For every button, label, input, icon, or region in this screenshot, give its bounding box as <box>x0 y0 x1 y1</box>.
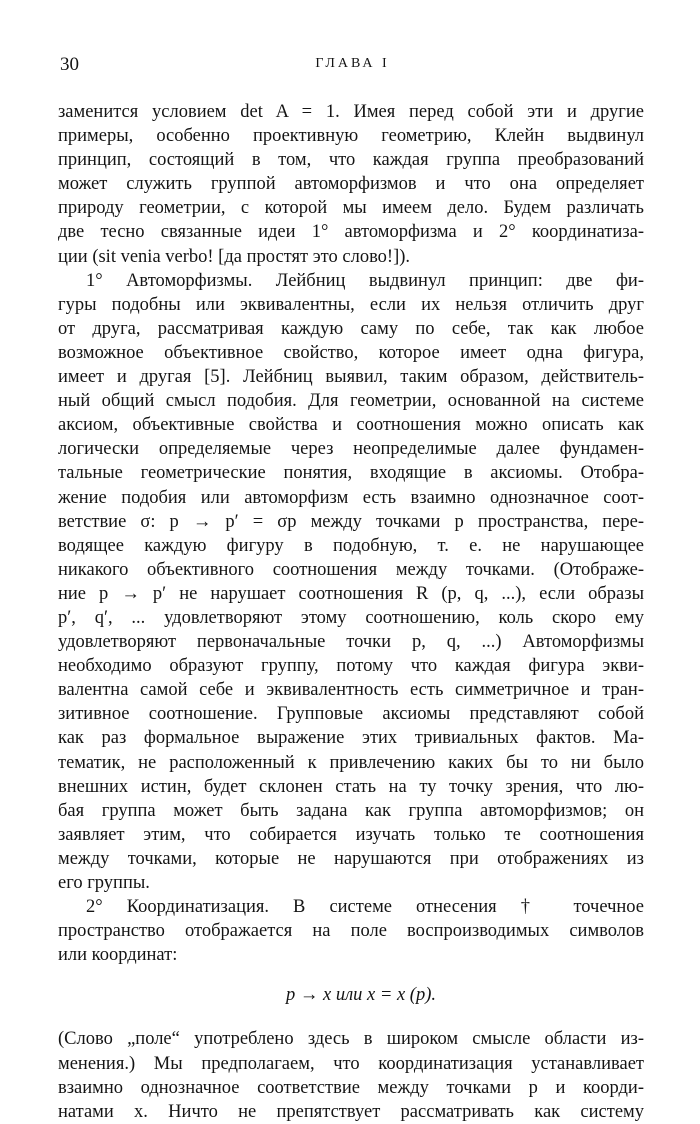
text-line: заменится условием det A = 1. Имея перед собой эти и другие <box>58 102 644 122</box>
text-line: гуры подобны или эквивалентны, если их нельзя отличить друг <box>58 294 644 315</box>
text-line: от друга, рассматривая каждую саму по себе, так как любое <box>58 318 644 339</box>
text-line: удовлетворяют первоначальные точки p, q, ...) Автоморфизмы <box>58 632 644 653</box>
page-body <box>58 100 644 1124</box>
text-line: или координат: <box>58 945 178 966</box>
page-header <box>60 50 645 80</box>
text-line: взаимно однозначное соответствие между точками p и коорди- <box>58 1077 644 1098</box>
text-line: ветствие σ: p → p′ = σp между точками p пространства, пере- <box>58 511 644 532</box>
text-line: водящее каждую фигуру в подобную, т. е. не нарушающее <box>58 535 644 556</box>
text-line: p′, q′, ... удовлетворяют этому соотношению, коль скоро ему <box>58 607 644 628</box>
text-line: тальные геометрические понятия, входящие в аксиомы. Отобра- <box>58 463 644 484</box>
section-heading-line: 1° Автоморфизмы. Лейбниц выдвинул принцип: две фи- <box>86 270 644 291</box>
page-number: 30 <box>60 54 79 75</box>
text-line: ный общий смысл подобия. Для геометрии, основанной на системе <box>58 391 644 412</box>
text-line: тематик, не расположенный к привлечению каких бы то ни было <box>58 752 644 773</box>
text-line: его группы. <box>58 873 150 893</box>
running-title: ГЛАВА I <box>315 56 390 71</box>
section-heading-line: 2° Координатизация. В системе отнесения † точечное <box>86 897 644 918</box>
text-line: между точками, которые не нарушаются при отображениях из <box>58 848 644 869</box>
text-line: заявляет этим, что собирается изучать только те соотношения <box>58 824 644 845</box>
display-formula: p → x или x = x (p). <box>285 985 436 1006</box>
text-line: две тесно связанные идеи 1° автоморфизма и 2° координатиза- <box>58 222 644 243</box>
text-line: аксиом, объективные свойства и соотношения можно описать как <box>58 415 644 436</box>
text-line: как раз формальное выражение этих тривиальных фактов. Ма- <box>58 728 644 749</box>
text-line: может служить группой автоморфизмов и что она определяет <box>58 174 644 195</box>
text-line: возможное объективное свойство, которое имеет одна фигура, <box>58 342 644 363</box>
text-line: жение подобия или автоморфизм есть взаимно однозначное соот- <box>58 487 644 508</box>
text-line: примеры, особенно проективную геометрию, Клейн выдвинул <box>58 126 644 147</box>
text-line: натами x. Ничто не препятствует рассматривать как систему <box>58 1101 644 1122</box>
text-line: необходимо образуют группу, потому что каждая фигура экви- <box>58 656 644 677</box>
text-line: ции (sit venia verbo! [да простят это слово!]). <box>58 246 411 267</box>
text-line: внешних истин, будет склонен стать на ту точку зрения, что лю- <box>58 776 644 797</box>
text-line: менения.) Мы предполагаем, что координатизация устанавливает <box>58 1053 644 1074</box>
text-line: принцип, состоящий в том, что каждая группа преобразований <box>58 150 644 171</box>
text-line: пространство отображается на поле воспроизводимых символов <box>58 921 644 942</box>
text-line: ние p → p′ не нарушает соотношения R (p, q, ...), если образы <box>58 583 644 604</box>
text-line: никакого объективного соотношения между точками. (Отображе- <box>58 559 644 580</box>
text-line: зитивное соотношение. Групповые аксиомы представляют собой <box>58 704 644 725</box>
text-line: бая группа может быть задана как группа автоморфизмов; он <box>58 800 644 821</box>
text-line: имеет и другая [5]. Лейбниц выявил, таким образом, действитель- <box>58 367 644 388</box>
text-line: природу геометрии, с которой мы имеем дело. Будем различать <box>58 198 644 219</box>
text-line: логически определяемые через неопределимые далее фундамен- <box>58 439 644 460</box>
text-line: (Слово „поле“ употреблено здесь в широком смысле области из- <box>58 1029 644 1050</box>
text-line: валентна самой себе и эквивалентность есть симметричное и тран- <box>58 680 644 701</box>
